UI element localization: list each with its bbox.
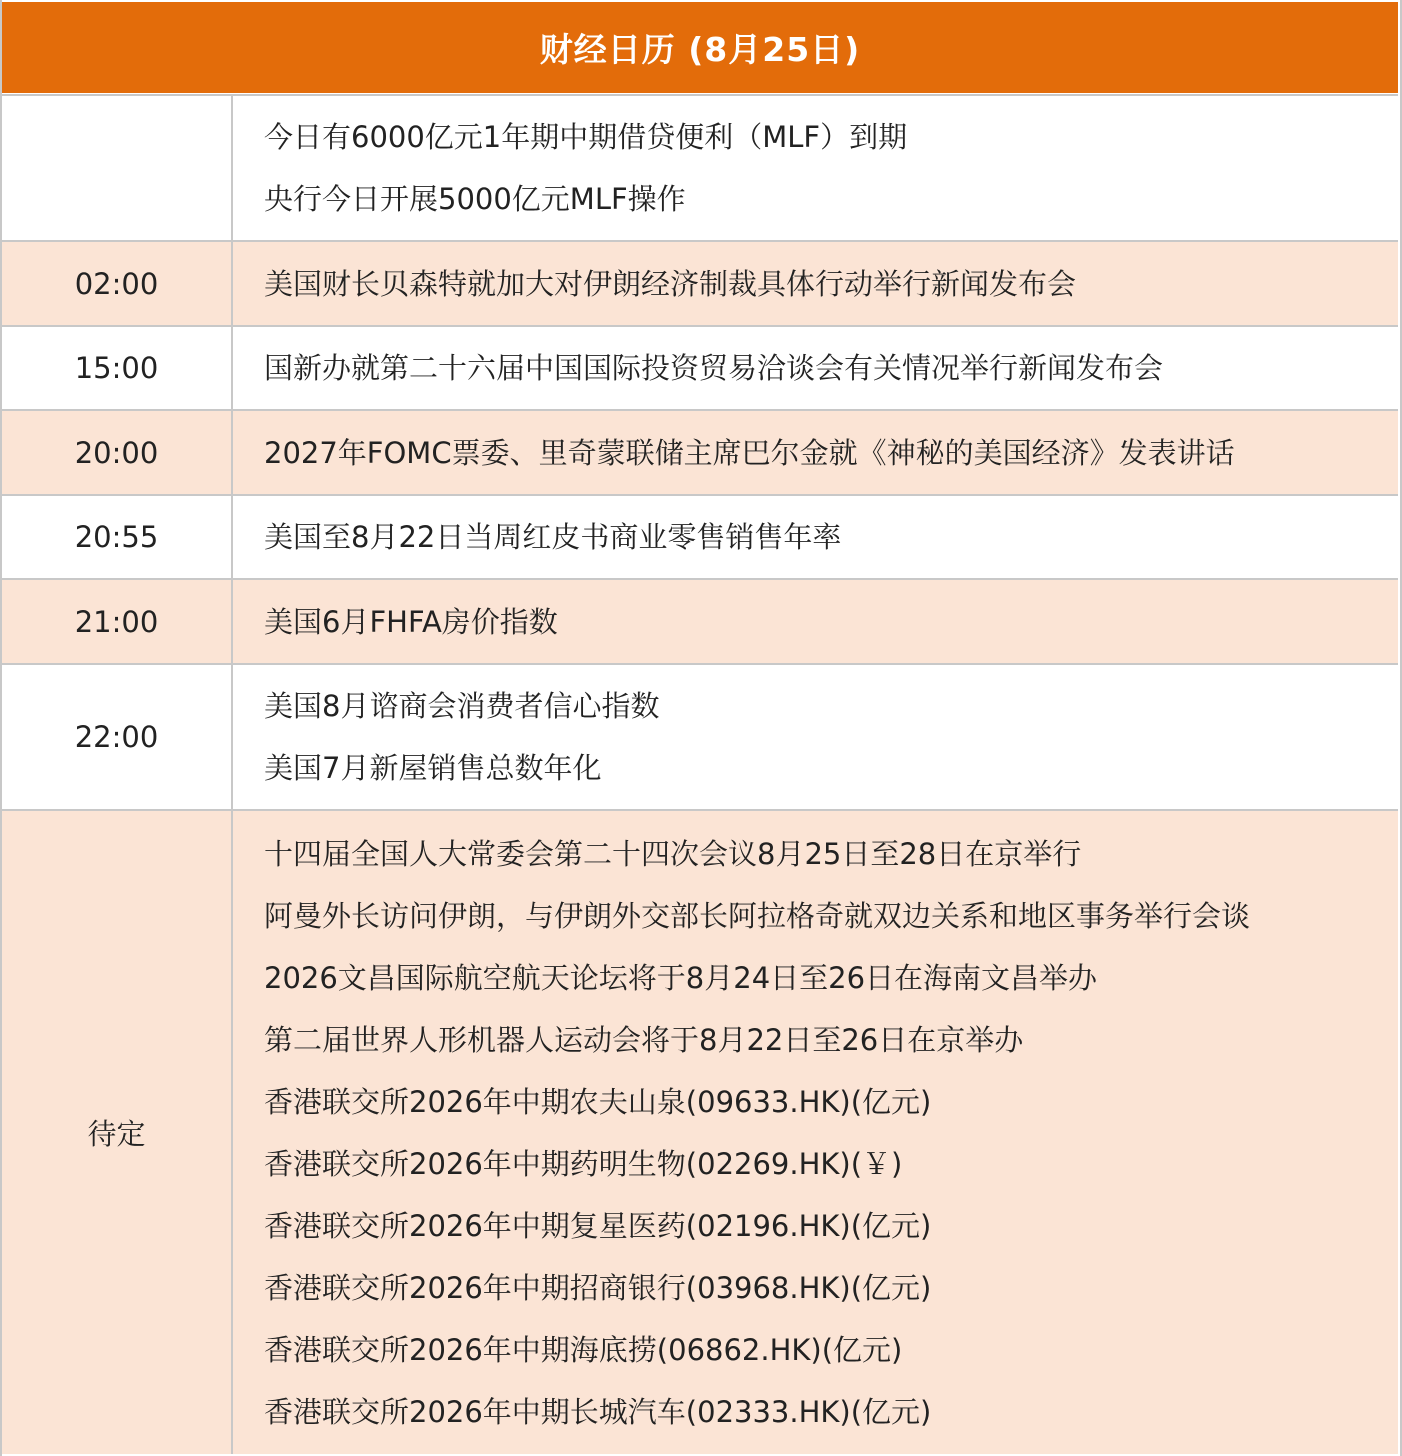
table-row: [2, 325, 1398, 409]
row-time: 21:00: [2, 580, 233, 663]
event-item: 香港联交所2026年中期招商银行(03968.HK)(亿元): [264, 1270, 932, 1305]
event-item: 十四届全国人大常委会第二十四次会议8月25日至28日在京举行: [264, 836, 1082, 871]
event-item: 阿曼外长访问伊朗，与伊朗外交部长阿拉格奇就双边关系和地区事务举行会谈: [264, 898, 1251, 933]
event-item: 香港联交所2026年中期复星医药(02196.HK)(亿元): [264, 1208, 932, 1243]
row-events: [233, 327, 1398, 409]
row-time: 15:00: [2, 327, 233, 409]
event-item: 美国8月谘商会消费者信心指数: [264, 689, 660, 723]
row-time: 02:00: [2, 242, 233, 325]
row-events: [233, 242, 1398, 325]
event-item: 香港联交所2026年中期药明生物(02269.HK)(￥): [264, 1146, 903, 1181]
event-item: 美国财长贝森特就加大对伊朗经济制裁具体行动举行新闻发布会: [264, 266, 1077, 301]
event-item: 香港联交所2026年中期海底捞(06862.HK)(亿元): [264, 1332, 903, 1367]
row-time: 22:00: [2, 665, 233, 809]
event-item: 国新办就第二十六届中国国际投资贸易洽谈会有关情况举行新闻发布会: [264, 351, 1164, 385]
row-time: 待定: [2, 811, 233, 1454]
row-events: [233, 96, 1398, 240]
event-item: 美国7月新屋销售总数年化: [264, 751, 602, 785]
table-row: [2, 94, 1398, 240]
table-row: [2, 409, 1398, 494]
event-item: 美国6月FHFA房价指数: [264, 604, 558, 639]
row-events: [233, 411, 1398, 494]
row-events: [233, 580, 1398, 663]
event-item: 2026文昌国际航空航天论坛将于8月24日至26日在海南文昌举办: [264, 960, 1098, 995]
table-row: [2, 494, 1398, 578]
row-time: [2, 96, 233, 240]
event-item: 第二届世界人形机器人运动会将于8月22日至26日在京举办: [264, 1022, 1024, 1057]
event-item: 香港联交所2026年中期长城汽车(02333.HK)(亿元): [264, 1394, 932, 1429]
event-item: 央行今日开展5000亿元MLF操作: [264, 182, 686, 216]
row-events: [233, 665, 1398, 809]
event-item: 今日有6000亿元1年期中期借贷便利（MLF）到期: [264, 120, 908, 154]
row-time: 20:00: [2, 411, 233, 494]
calendar-title: 财经日历 (8月25日): [2, 2, 1398, 93]
event-item: 香港联交所2026年中期农夫山泉(09633.HK)(亿元): [264, 1084, 932, 1119]
row-time: 20:55: [2, 496, 233, 578]
row-events: [233, 496, 1398, 578]
table-row: [2, 240, 1398, 325]
table-row: [2, 578, 1398, 663]
table-row: [2, 809, 1398, 1454]
event-item: 2027年FOMC票委、里奇蒙联储主席巴尔金就《神秘的美国经济》发表讲话: [264, 435, 1235, 470]
row-events: [233, 811, 1398, 1454]
table-row: [2, 663, 1398, 809]
event-item: 美国至8月22日当周红皮书商业零售销售年率: [264, 520, 842, 554]
